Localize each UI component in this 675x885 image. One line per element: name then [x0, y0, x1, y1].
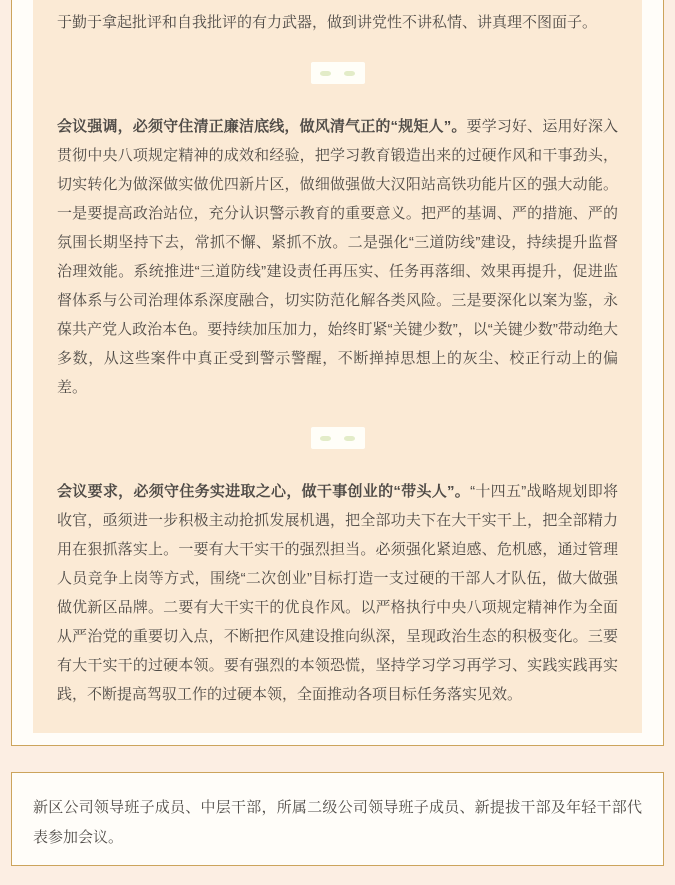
article-card	[11, 0, 664, 746]
paragraph-text: 于勤于拿起批评和自我批评的有力武器，做到讲党性不讲私情、讲真理不图面子。	[57, 14, 598, 31]
leaf-ornament-icon	[344, 71, 355, 76]
section-divider	[311, 427, 365, 449]
paragraph-continuation	[57, 8, 618, 37]
leaf-ornament-icon	[320, 436, 331, 441]
section-divider	[311, 62, 365, 84]
paragraph-lead: 会议强调，必须守住清正廉洁底线，做风清气正的“规矩人”。	[57, 118, 467, 135]
attendees-note: 新区公司领导班子成员、中层干部，所属二级公司领导班子成员、新提拔干部及年轻干部代表参加会议。	[33, 799, 642, 846]
leaf-ornament-icon	[320, 71, 331, 76]
article-content-panel	[33, 0, 642, 733]
paragraph-meeting-requirement	[57, 477, 618, 709]
attendees-card	[11, 772, 664, 866]
paragraph-lead: 会议要求，必须守住务实进取之心，做干事创业的“带头人”。	[57, 483, 471, 500]
paragraph-body: 要学习好、运用好深入贯彻中央八项规定精神的成效和经验，把学习教育锻造出来的过硬作风和干事劲头，切实转化为做深做实做优四新片区，做细做强做大汉阳站高铁功能片区的强大动能。一是要提高政治站位，充分认识警示教育的重要意义。把严的基调、严的措施、严的氛围长期坚持下去，常抓不懈、紧抓不放。二是强化“三道防线”建设，持续提升监督治理效能。系统推进“三道防线”建设责任再压实、任务再落细、效果再提升，促进监督体系与公司治理体系深度融合，切实防范化解各类风险。三是要深化以案为鉴，永葆共产党人政治本色。要持续加压加力，始终盯紧“关键少数”，以“关键少数”带动绝大多数，从这些案件中真正受到警示警醒，不断掸掉思想上的灰尘、校正行动上的偏差。	[57, 118, 618, 396]
paragraph-meeting-emphasis	[57, 112, 618, 402]
leaf-ornament-icon	[344, 436, 355, 441]
paragraph-body: “十四五”战略规划即将收官，亟须进一步积极主动抢抓发展机遇，把全部功夫下在大干实干上，把全部精力用在狠抓落实上。一要有大干实干的强烈担当。必须强化紧迫感、危机感，通过管理人员竞争上岗等方式，围绕“二次创业”目标打造一支过硬的干部人才队伍，做大做强做优新区品牌。二要有大干实干的优良作风。以严格执行中央八项规定精神作为全面从严治党的重要切入点，不断把作风建设推向纵深，呈现政治生态的积极变化。三要有大干实干的过硬本领。要有强烈的本领恐慌，坚持学习学习再学习、实践实践再实践，不断提高驾驭工作的过硬本领，全面推动各项目标任务落实见效。	[57, 483, 618, 703]
